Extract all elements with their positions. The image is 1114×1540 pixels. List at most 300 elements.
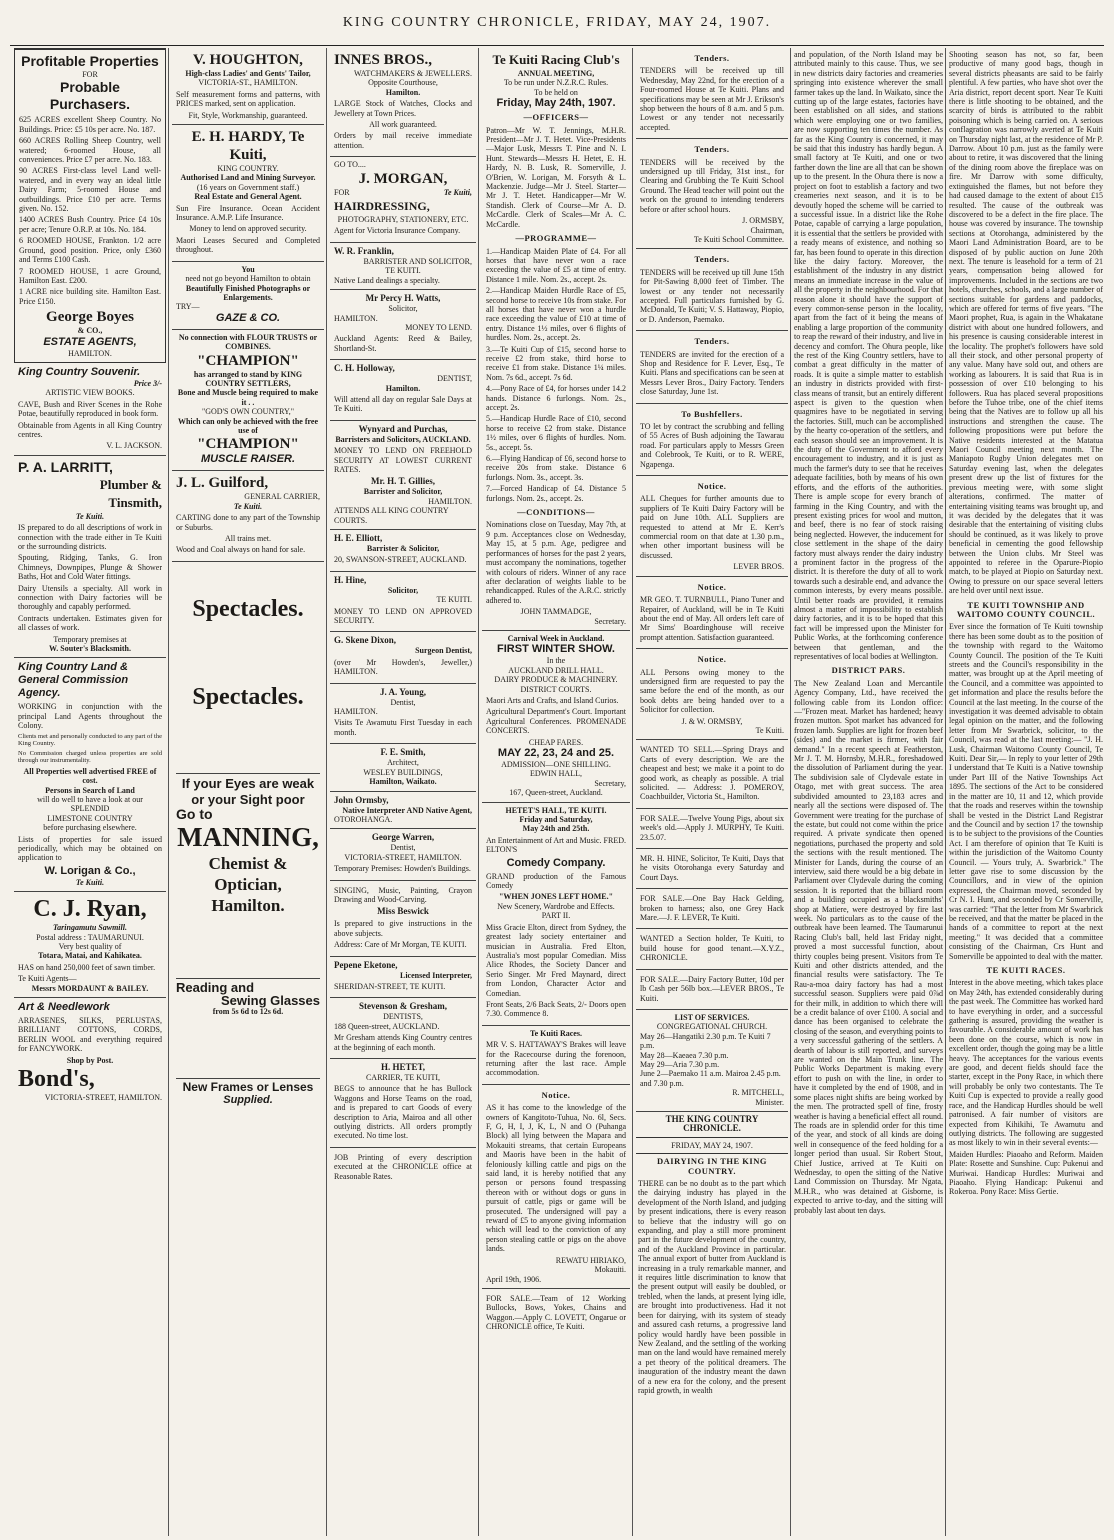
agent-name: W. Lorigan & Co., (44, 864, 136, 877)
ad-place: HAMILTON. (334, 707, 378, 717)
young-ad (330, 684, 476, 745)
ad-place: Te Kuiti. (75, 511, 105, 521)
agent-name: George Boyes (46, 309, 134, 326)
bushfellers-ad (636, 404, 788, 476)
ad-text: All trains met. (225, 534, 271, 543)
ad-price: Price 3/- (133, 378, 162, 388)
classified-ad (636, 970, 788, 1010)
property-listing: 660 ACRES Rolling Sheep Country, well watered; 6-roomed House, all conveniences. Price £7 per acre. No. 183. (19, 136, 161, 165)
ad-text: You (241, 264, 255, 274)
ad-subheading: Real Estate and General Agent. (194, 192, 302, 202)
section-heading: Tenders. (694, 254, 730, 265)
ad-heading: GAZE & CO. (215, 311, 281, 324)
property-listing: 625 ACRES excellent Sheep Country. No Buildings. Price: £5 10s per acre. No. 187. (19, 115, 161, 134)
column-7 (949, 48, 1103, 1538)
profitable-properties-ad (14, 48, 166, 363)
ad-text: Patron—Mr W. T. Jennings, M.H.R. President—Mr J. T. Hetet. Vice-Presidents—Major Lusk, Messrs T. Pine and N. I. Hunt. Stewards—Messrs H. Hetet, E. H. Hardy, N. B. Lusk, R. Somerville, J. O'Brien, W. Lorigan, M. Forsyth & L. Mackenzie. Judge—Mr J. Steel. Starter—Mr J. T. Hetet. Handicapper—Mr W. Standish. Clerk of Course—Mr A. D. McCardle. Clerk of Scales—Mr A. C. McCardle. (486, 125, 626, 229)
editorial-masthead (636, 1112, 788, 1138)
ad-text: Carnival Week in Auckland. (507, 633, 605, 643)
service-item: May 28—Kaeaea 7.30 p.m. (640, 1050, 729, 1060)
programme-item: 6.—Flying Handicap of £6, second horse to receive 20s from stake. Distance 6 furlongs. Nom. 3s., accept. 3s. (486, 454, 626, 482)
column-6 (794, 48, 943, 1538)
ad-signature: Te Kuiti School Committee. (693, 234, 784, 244)
ad-heading: Miss Beswick (377, 906, 429, 917)
ad-text: 20, SWANSON-STREET, AUCKLAND. (334, 555, 467, 565)
ad-place: Hamilton. (385, 87, 421, 97)
service-item: May 29—Aria 7.30 p.m. (640, 1059, 720, 1069)
ad-heading: Te Kuiti Races. (530, 1028, 582, 1038)
column-separator (168, 48, 169, 1536)
ad-text: LIMESTONE COUNTRY (47, 813, 133, 823)
ad-text: Contracts undertaken. Estimates given for all classes of work. (18, 613, 162, 633)
ad-text: Is prepared to give instructions in the above subjects. (334, 919, 472, 938)
section-heading: To Bushfellers. (681, 408, 743, 419)
ad-subheading: FOR (82, 70, 98, 79)
article-text: THERE can be no doubt as to the part which the dairying industry has played in the development of the North Island, and judging by present indications, there is every reason to believe that the industry will go on expanding, and play a still more prominent part in the future development of the country, and of the Auckland Province in particular. The annual export of butter from Auckland is increasing in a truly remarkable manner, and it requires little discrimination to know that the present output will easily be doubled, or trebled, when the lands, at present lying idle, are brought into productiveness. Had it not been for dairying, with its system of steady and assured cash returns, a progressive land policy would hardly have been possible in New Zealand, and the settling of the working man on the land would have remained merely a pet theory of the political dreamers. The inauguration of the industry meant the dawn of a new era for the colony, and the present rapid growth, in wealth (638, 1179, 786, 1395)
ad-heading: W. R. Franklin, (334, 245, 394, 256)
ad-subheading: Dentist, (390, 843, 416, 853)
section-heading: Notice. (697, 481, 727, 492)
ad-heading: F. E. Smith, (380, 747, 426, 758)
ad-text: All work guaranteed. (369, 120, 437, 130)
tender-3 (636, 249, 788, 331)
souvenir-ad (14, 363, 166, 456)
notice-2 (636, 577, 788, 649)
ad-place: TE KUITI. (436, 595, 472, 605)
ad-text: FOR (334, 187, 350, 197)
ad-text: Spouting, Ridging, Tanks, G. Iron Chimneys, Downpipes, Plunge & Shower Baths, Hot and Cold Water fittings. (18, 553, 162, 582)
ad-text: Obtainable from Agents in all King Country centres. (18, 420, 162, 439)
ad-text: MONEY TO LEND. (405, 322, 472, 332)
ad-text: WORKING in conjunction with the principal Land Agents throughout the Colony. (18, 702, 162, 731)
ad-subheading: Solicitor, (388, 304, 418, 314)
agent-title: ESTATE AGENTS, (43, 335, 137, 348)
watts-ad (330, 290, 476, 360)
ad-subheading: HAIRDRESSING, (334, 199, 430, 214)
ad-text: MONEY TO LEND ON FREEHOLD SECURITY AT LOWEST CURRENT RATES. (334, 446, 472, 474)
ad-text: Mr Gresham attends King Country centres at the beginning of each month. (334, 1033, 472, 1052)
ad-text: WANTED TO SELL.—Spring Drays and Carts of every description. We are the cheapest and best; we make it a point to do good work, as cheaply as possible. A trial solicited. — Address: J. POMEROY, Coachbuilder, Victoria St., Hamilton. (640, 745, 784, 802)
ad-subheading: Solicitor, (387, 585, 419, 595)
column-separator (632, 48, 633, 1536)
ad-heading: King Country Land & General Commission Agency. (18, 661, 129, 700)
smith-ad (330, 744, 476, 791)
ad-text: Money to lend on approved security. (189, 224, 307, 234)
ad-text: In the (546, 656, 566, 666)
ad-text: TO let by contract the scrubbing and felling of 55 Acres of Bush adjoining the Tawarau road. For particulars apply to Messrs Green and Colebrook, Te Kuiti, or to R. WERE, Ngapenga. (640, 422, 784, 469)
ad-text: Native Land dealings a specialty. (334, 275, 440, 285)
section-heading: LIST OF SERVICES. (674, 1012, 750, 1022)
ad-heading: "CHAMPION" (197, 352, 299, 369)
ad-text: IS prepared to do all descriptions of work in connection with the trade either in Te Kuiti or the surrounding districts. (18, 523, 162, 551)
ad-subheading: DENTISTS, (383, 1012, 423, 1022)
trespass-notice (482, 1085, 630, 1289)
ad-text: 167, Queen-street, Auckland. (509, 788, 603, 798)
warren-ad (330, 829, 476, 880)
article-text: Maiden Hurdles: Piaoaho and Reform. Maiden Plate: Rosette and Sunshine. Cup: Pukenui and Muriwai. Handicap Hurdles: Muriwai and Piaoaho. Flying Handicap: Pukenui and Rokeroa. Pony Race: Miss Gertie. (949, 1149, 1103, 1197)
ad-signature: Minister. (755, 1097, 784, 1107)
masthead-rule (10, 45, 1104, 46)
ad-text: Agent for Victoria Insurance Company. (334, 226, 461, 236)
services-list (636, 1010, 788, 1112)
winter-show-ad (482, 631, 630, 803)
article-text: Interest in the above meeting, which takes place on May 24th, has extended considerably during the past week. The Committee has worked hard to have everything in order, and a successful gathering is assured, providing the weather is favourable. A considerable amount of work has been done on the course, which is now in excellent order, though the going may be a little heavy. The acceptances for the various events are good, and decent fields should face the starter, except in the Pony Race, in which there will probably be only two contestants. The Te Kuiti Cup is expected to provide a really good race, and the Handicap Hurdles should be well patronised. A fair number of visitors are expected from Kihikihi, Te Awamutu and outlying districts. The following are suggested as most likely to win in their several events:— (949, 978, 1103, 1148)
ad-signature: R. MITCHELL, (732, 1088, 784, 1098)
service-item: June 2—Paemako 11 a.m. Mairoa 2.45 p.m. and 7.30 p.m. (640, 1069, 781, 1088)
ad-text: Beautifully Finished Photographs or Enlargements. (185, 283, 311, 302)
programme-item: 4.—Pony Race of £4, for horses under 14.2 hands. Distance 6 furlongs. Nom. 2s., accept. 2s. (486, 384, 626, 412)
ad-heading: MAY 22, 23, 24 and 25. (497, 747, 615, 759)
ad-text: SINGING, Music, Painting, Crayon Drawing and Wood-Carving. (334, 885, 472, 904)
ad-place: HAMILTON. (428, 496, 472, 506)
ad-subheading: Barrister & Solicitor, (366, 544, 440, 553)
ad-text: DISTRICT COURTS. (520, 684, 592, 694)
ad-signature: LEVER BROS. (733, 562, 784, 572)
ad-trade: Plumber & (99, 476, 162, 492)
ad-text: Nominations close on Tuesday, May 7th, at 9 p.m. Acceptances close on Wednesday, May 15, at 5 p.m. Age, pedigree and performances of horses for the past 2 years, must accompany the nominations, together with colours of riders. Winner of any race after declaration of weights liable to be rehandicapped. Rules of the A.R.C. strictly adhered to. (486, 520, 626, 605)
ad-text: New Frames or Lenses (182, 1080, 314, 1095)
ad-heading: Profitable Properties (21, 53, 159, 69)
wynyard-ad (330, 421, 476, 530)
tender-1 (636, 48, 788, 139)
shop-name: Bond's, (18, 1066, 95, 1093)
programme-item: 7.—Forced Handicap of £4. Distance 5 furlongs. Nom. 2s., accept. 2s. (486, 484, 626, 503)
ad-text: Temporary Premises: Howden's Buildings. (334, 864, 471, 874)
dixon-ad (330, 632, 476, 683)
ad-subheading: CONGREGATIONAL CHURCH. (656, 1022, 768, 1032)
section-heading: Tenders. (694, 53, 730, 63)
section-heading: Notice. (541, 1089, 571, 1100)
ad-text: TENDERS are invited for the erection of a Shop and Residence for F. Lever, Esq., Te Kuiti. Plans and specifications can be seen at Messrs Lever Bros., Dairy Factory. Tenders close Saturday, June 1st. (640, 349, 784, 397)
column-2 (172, 48, 324, 1538)
article-heading: TE KUITI RACES. (986, 965, 1066, 975)
ad-heading: Spectacles. (192, 683, 304, 710)
property-listing: 7 ROOMED HOUSE, 1 acre Ground, Hamilton East. £200. (19, 266, 161, 285)
ad-text: ARRASENES, SILKS, PERLUSTAS, BRILLIANT COTTONS, CORDS, BERLIN WOOL and everything required for FANCYWORK. (18, 1016, 162, 1054)
ad-text: To be held on (534, 87, 578, 97)
comedy-ad (482, 803, 630, 1026)
ad-subheading: MUSCLE RAISER. (200, 453, 296, 466)
ad-subheading: Licensed Interpreter, (400, 970, 472, 980)
ad-heading: Spectacles. (192, 595, 304, 622)
ad-text: CAVE, Bush and River Scenes in the Rohe Potae, beautifully reproduced in book form. (18, 399, 162, 419)
ad-place: HAMILTON. (334, 313, 378, 323)
larritt-ad (14, 456, 166, 659)
divider (176, 1078, 320, 1079)
ad-text: Maori Arts and Crafts, and Island Curios. (486, 695, 619, 705)
ad-text: (16 years on Government staff.) (196, 182, 300, 192)
property-listing: 1400 ACRES Bush Country. Price £4 10s per acre; Tenure O.R.P. at 10s. No. 184. (19, 215, 161, 234)
article-text: and population, of the North Island may be attributed mainly to this cause. Thus, we see in new districts dairy factories and creameries springing into existence wherever the small farmer takes up the land. In Waikato, since the cutting up of the large estates, factories have been established on all sides, and stations which were employing one or two families, are now supporting ten times the number. As far as the King Country is concerned, it may be said that this industry has hardly begun. A small factory at Te Kuiti, and one or two farther down the line are all that can be shown up to the present. In the Ohura there is now a project on foot to establish a factory and two creameries next season, and it is to be devoutly hoped the scheme will be carried to a successful issue. In a district like the Rohe Potae, capable of carrying a large population, it is essential that the settlers be provided with a ready means of existence, and nothing so far, has been found to operate in this direction like the dairy factory. Moreover, the establishment of the industry in any district means an immediate increase in the value of all the property in the neighbourhood. For that reason alone it should have the support of every common-sense person in the locality, apart from the fact of it being the means of enabling a large proportion of the community to reap the reward of their industry, and live in decency and comfort. The Ohura people, like the rest of the King Country settlers, have to combat a great difficulty in the matter of roads. It is quite a simple matter to establish an industry in districts provided with first-class means of transit, but an entirely different aspect is given to the question when quagmires have to be negotiated in serving the factories. Still, much can be accomplished by the hearty co-operation of the settlers, and each season should see an improvement. It is the duty of the Government to afford every encouragement to industry, and it is just as much the farmer's duty to see that he receives adequate facilities, both by means of his own efforts, and the efforts of the authorities. There is ample scope for every branch of farming in the King Country, and with the present existing prices for wool and mutton, and beef, there is no fear of stock raising being neglected. However, the inducement for close settlement in the shape of the dairy factory must always render the dairy industry a prominent factor in the progress of the district. It is therefore the duty of all to work towards such a desirable end, and advance the common interests, by every means possible. Until better roads are provided, it remains almost a matter of impossibility to establish dairy factories, and it is to be hoped that this fact will be impressed upon the Minister for Public Works, at the forthcoming conference between that gentleman, and the representatives of local bodies at Wellington. (794, 50, 943, 661)
article-heading: DAIRYING IN THE KING COUNTRY. (657, 1156, 767, 1176)
ad-subheading: Authorised Land and Mining Surveyor. (180, 173, 316, 183)
tender-4 (636, 331, 788, 403)
ad-heading: John Ormsby, (334, 794, 389, 805)
ad-trade: Tinsmith, (108, 494, 162, 510)
ad-text: All Properties well advertised FREE of cost. (23, 766, 157, 786)
shop-title: Chemist & Optician, Hamilton. (208, 853, 288, 915)
ad-subheading: Barristers and Solicitors, AUCKLAND. (335, 434, 471, 444)
ad-text: MR GEO. T. TURNBULL, Piano Tuner and Repairer, of Auckland, will be in Te Kuiti about the end of May. All orders left care of Mr Sims' Boardinghouse will receive prompt attention. Satisfaction guaranteed. (640, 595, 784, 642)
ad-text: TENDERS will be received by the undersigned up till Friday, 31st inst., for Clearing and Grubbing the Te Kuiti School Ground. The Head teacher will point out the work on the ground to intending tenderers before or after school hours. (640, 157, 784, 214)
paper-date: FRIDAY, MAY 24, 1907. (671, 1140, 753, 1150)
ad-text: Which can only be achieved with the free use of (177, 416, 319, 435)
property-listing: 90 ACRES First-class level Land well-watered, and in every way an ideal little Dairy Farm; 5-roomed House and outbuildings. Price £10 per acre. Terms given. No. 152. (19, 166, 161, 214)
section-heading: Notice. (697, 654, 727, 665)
divider (176, 978, 320, 979)
ad-text: Friday and Saturday, (519, 815, 593, 825)
ad-text: Dairy Utensils a specialty. All work in connection with Dairy factories will be thoroughly and capably performed. (18, 583, 162, 612)
column-1 (14, 48, 166, 1538)
ad-text: May 24th and 25th. (522, 824, 590, 834)
ad-text: Sun Fire Insurance. Ocean Accident Insurance. A.M.P. Life Insurance. (176, 203, 320, 223)
holloway-ad (330, 360, 476, 421)
ad-text: 188 Queen-street, AUCKLAND. (334, 1021, 440, 1031)
ad-text: Go to (176, 805, 213, 822)
masthead (10, 2, 1104, 46)
ad-text: has arranged to stand by KING COUNTRY SETTLERS, (193, 369, 303, 388)
column-3 (330, 48, 476, 1538)
classified-ad (636, 889, 788, 929)
ad-place: Te Kuiti, (443, 187, 472, 197)
ad-heading: Art & Needlework (18, 1001, 110, 1013)
hardy-ad (172, 125, 324, 262)
ad-subheading: DENTIST, (437, 374, 472, 384)
ad-heading: J. MORGAN, (358, 170, 448, 187)
ad-text: ATTENDS ALL KING COUNTRY COURTS. (334, 506, 449, 525)
classified-ad (636, 809, 788, 849)
ad-text: TENDERS will be received up till Wednesday, May 22nd, for the erection of a Four-roomed House at Te Kuiti. Plans and specifications may be seen at Mr J. Erikson's shop between the hours of 8 a.m. and 5 p.m. Lowest or any tender not necessarily accepted. (640, 66, 784, 132)
ad-text: Opposite Courthouse, (368, 78, 438, 88)
hetet-carrier-ad (330, 1059, 476, 1148)
ad-text: GRAND production of the Famous Comedy (486, 871, 626, 891)
article-heading: DISTRICT PARS. (831, 665, 906, 676)
ad-text: VICTORIA-STREET, HAMILTON. (344, 852, 462, 862)
races-brakes-ad (482, 1026, 630, 1085)
programme-item: 2.—Handicap Maiden Hurdle Race of £5, second horse to receive 10s from stake. For all horses that have never won a hurdle race exceeding the value of £10 at time of entry. Distance 1½ miles, over 6 flights of hurdles. Nom. 2s., accept. 2s. (486, 286, 626, 343)
ad-text: FOR SALE.—One Bay Hack Gelding, broken to harness; also, one Grey Hack Mare.—J. F. LEVER, Te Kuiti. (640, 894, 784, 923)
ad-place: Hamilton, Waikato. (369, 777, 437, 787)
ad-place: Hamilton. (385, 383, 421, 393)
ad-text: No connection with FLOUR TRUSTS or COMBINES. (178, 332, 318, 352)
ad-text: SHERIDAN-STREET, TE KUITI. (334, 981, 446, 991)
article-text: Shooting season has not, so far, been productive of many good bags, though in several districts pheasants are said to be fairly plentiful. A few parties, who have shot over the Aria district, report decent sport. Near Te Kuiti there is little shooting to be obtained, and the scarcity of birds is attributed to the rabbit poisoning which is being carried on. A serious conflagration was narrowly averted at Te Kuiti on Thursday night last, at the residence of Mr P. Darrow. About 10 p.m. just as the family were about to retire, it was discovered that the lining of the dining room above the fireplace was on fire. Mr Darrow with some difficulty, extinguished the flames, but not before they had caused damage to the extent of about £15 resulted. The cause of the outbreak was discovered to be a defect in the fire place. The house was covered by insurance. The township sections at Otorohanga, administered by the Maori Land Administration Board, are to be disposed of by public auction on June 20th next. The tenure is leasehold for a term of 21 years, compensation being allowed for improvements. Included in the sections are two hotels, churches, schools, and a large number of sections suitable for gardens and paddocks, which are offered for terms of five years. "The Maori prophet, Rua, is again in the Whakatane district with about one hundred followers, and his presence is causing considerable interest in the locality. The prophet's followers have sold all their stock, and other personal property of any value. Many have sold out, and others are working as labourers. It is said that Rua is in possession of over £10 belonging to his followers. Rua has placed several propositions before the Tuhoe tribe, one of the chief items being that the Natives are to follow up all his instructions and strengthen the cause. The following propositions were put before the Native residents interested at the Matatua Maori Council meeting next month. The Maniapoto Rugby Union delegates met on Saturday evening last, when the delegates present drew up the list of fixtures for the previous meeting were, with some slight alterations, confirmed. The matter of entertaining visiting teams was brought up, and it was decided by the delegates that it was desirable that the entertaining of visiting clubs should be continued, as it was likely to prove beneficial in cementing the good fellowship between the Union clubs. Mr Steel was appointed to referee in the Oparure-Piopio match, to be played at Piopio on Saturday next. Owing to pressure on our space several letters are held over until next issue. (949, 50, 1103, 596)
ad-text: "GOD'S OWN COUNTRY," (201, 407, 295, 417)
classified-ad (636, 740, 788, 808)
programme-item: 5.—Handicap Hurdle Race of £10, second horse to receive £2 from stake. Distance 1½ miles, over 6 flights of hurdles. Nom. 5s., accept. 5s. (486, 414, 626, 452)
hine-ad (330, 572, 476, 633)
ad-text: Address: Care of Mr Morgan, TE KUITI. (334, 940, 467, 950)
ad-heading: Pepene Eketone, (334, 959, 398, 970)
paper-title: THE KING COUNTRY CHRONICLE. (665, 1113, 759, 1134)
innes-ad (330, 48, 476, 157)
gaze-ad (172, 262, 324, 330)
land-agency-ad (14, 658, 166, 892)
ad-subheading: ANNUAL MEETING, (517, 69, 595, 78)
ad-signature: Secretary. (594, 616, 626, 626)
ad-place: KING COUNTRY. (217, 164, 279, 174)
houghton-ad (172, 48, 324, 125)
shop-name: MANNING, (177, 821, 319, 852)
ad-text: FOR SALE.—Team of 12 Working Bullocks, Bows, Yokes, Chains and Waggon.—Apply C. LOVETT, Ongarue or CHRONICLE office, Te Kuiti. (486, 1293, 626, 1332)
ad-text: will do well to have a look at our (37, 794, 143, 804)
ad-text: VICTORIA-ST., HAMILTON. (198, 78, 298, 88)
ad-subheading: GENERAL CARRIER, (244, 492, 320, 502)
ad-heading: V. HOUGHTON, (193, 52, 303, 68)
ad-text: PART II. (541, 911, 571, 921)
ad-heading: H. E. Elliott, (334, 533, 383, 543)
ad-signature: Chairman, (750, 225, 784, 235)
ad-text: HETET'S HALL, TE KUITI. (505, 805, 607, 815)
ad-text: Wood and Coal always on hand for sale. (176, 545, 306, 555)
ad-text: ALL Persons owing money to the undersigned firm are requested to pay the same before the end of the month, as our book debts are being handed over to a Solicitor for collection. (640, 667, 784, 715)
classified-ad (636, 849, 788, 889)
ad-text: W. Souter's Blacksmith. (49, 644, 131, 654)
ad-subheading: Barrister and Solicitor, (363, 487, 443, 497)
ad-text: Will attend all day on regular Sale Days at Te Kuiti. (334, 394, 472, 414)
ad-signature: J. ORMSBY, (742, 216, 784, 226)
bonds-ad (14, 998, 166, 1106)
ad-text: FOR SALE.—Dairy Factory Butter, 10d per lb Cash per 56lb box.—LEVER BROS., Te Kuiti. (640, 974, 784, 1003)
ad-text: Temporary premises at (53, 634, 127, 644)
ad-place: Te Kuiti. (233, 501, 263, 511)
classified-ad (636, 929, 788, 969)
guilford-ad (172, 471, 324, 561)
ad-heading: J. A. Young, (380, 686, 426, 697)
ad-text: need not go beyond Hamilton to obtain (185, 274, 311, 284)
ad-text: Sewing Glasses (221, 992, 320, 1008)
ad-heading: E. H. HARDY, Te Kuiti, (191, 129, 305, 164)
ad-heading: Mr Percy H. Watts, (365, 293, 441, 304)
ad-heading: J. L. Guilford, (176, 475, 269, 492)
ad-text: (over Mr Howden's, Jeweller,) HAMILTON. (334, 657, 472, 677)
ad-text: Miss Gracie Elton, direct from Sydney, the greatest lady society entertainer and musician in Australia. Fred Elton, Australia's most popular Comedian. Miss Alice Rhodes, the Society Dancer and Serio Singer. Mr Fred Maynard, direct from London, Character Actor and Comedian. (486, 922, 626, 998)
ad-text: Totara, Matai, and Kahikatea. (38, 951, 142, 961)
agent-co: & CO., (77, 326, 103, 336)
bullocks-sale-ad (482, 1289, 630, 1338)
ad-signature: Mokauiti. (594, 1265, 626, 1275)
ad-text: WESLEY BUILDINGS, (363, 767, 443, 777)
article-text: The New Zealand Loan and Mercantile Agency Company, Ltd., have received the following cable from its London office:—"Frozen meat. Market has hardened; heavy frozen mutton. Spot market has advanced for frozen lamb. Supplies are light for frozen beef (sides) and the market is firmer, with fair demand." In a recent speech at Featherston, Mr J. T. M. Hornsby, M.H.R., foreshadowed the dissolution of Parliament during the year. The subdivision sale of Clydevale estate in Otago, met with great success. The area subdivided amounted to 23,183 acres and nearly all the sections were disposed of. The Government were treating for the purchase of the estate, but could not come within the price required. A private syndicate then opened negotiations, purchased the property and sold the sections with the result mentioned. The Minister for Lands, during the course of an interview, said there would be a big debate in Parliament over Clydevale during the coming session. It is reported that the billiard room and a building occupied as a blacksmiths' shop at Matiere, were destroyed by fire last week. No particulars as to the cause of the outbreak have been learned. The Taumarunui Racing Club's ball, held last Friday night, proved a most successful function, about thirty couples being present. Visitors from Te Kuiti and other districts attended, and the financial results were satisfactory. The Te Rau-a-moa dairy factory has had a most successful season. Suppliers were paid 0⅞d for their milk, in addition to which there will be a credit balance of over £100. A social and dance has been organised to celebrate the closing of the season, and everything points to a very successful gathering of the settlers. A dearth of labour is still reported, and surveys are wanted on the Main Trunk line. The Public Works Department is making every effort to push on with the line, in order to have it completed by the end of 1908, and in some places night shifts are being worked by the men. The protracted spell of fine, frosty weather is having a beneficial effect all round. The roads are in splendid order for this time of the year, and stock of all kinds are doing well in consequence of the feed holding for a longer period than usual. Sir Robert Stout, Chief Justice, arrived at Te Kuiti on Wednesday, to open the sitting of the Native Land Commission on Thursday. Mr Ngata, M.H.R., who was detained at Gisborne, is expected to arrive to-day, and the sitting will probably last about ten days. (794, 678, 943, 1215)
property-listing: 6 ROOMED HOUSE, Frankton. 1/2 acre Ground, good position. Price, only £360 and Terms £100 Cash. (19, 236, 161, 265)
tender-2 (636, 139, 788, 249)
ad-heading: H. Hine, (334, 574, 367, 585)
column-separator (478, 48, 479, 1536)
section-heading: —OFFICERS— (523, 112, 589, 123)
ad-heading: Wynyard and Purchas, (358, 423, 448, 434)
ad-text: Orders by mail receive immediate attention. (334, 131, 472, 150)
ad-row (334, 188, 472, 197)
ad-place: OTOROHANGA. (334, 814, 393, 824)
ad-subheading: Native Interpreter AND Native Agent, (342, 805, 472, 815)
ad-text: Agricultural Department's Court. Important Agricultural Conferences. PROMENADE CONCERTS. (486, 707, 626, 736)
ad-heading: Comedy Company. (506, 856, 606, 869)
property-listing: 1 ACRE nice building site. Hamilton East. Price £150. (19, 287, 161, 306)
ad-text: If your Eyes are weak or your Sight poor (181, 775, 315, 807)
ad-text: BEGS to announce that he has Bullock Waggons and Horse Teams on the road, and is prepared to cart Goods of every description to Aria, Mairoa and all other outlying districts. All orders promptly executed. No time lost. (334, 1084, 472, 1141)
ad-text: Persons in Search of Land (45, 785, 135, 795)
ad-text: before purchasing elsewhere. (43, 823, 137, 833)
section-heading: —CONDITIONS— (517, 507, 595, 518)
ad-text: An Entertainment of Art and Music. FRED. ELTON'S (486, 835, 626, 855)
morgan-ad (330, 157, 476, 243)
ad-text: Supplied. (223, 1094, 273, 1107)
franklin-ad (330, 243, 476, 290)
section-heading: Notice. (697, 581, 727, 592)
ad-text: Auckland Agents: Reed & Bailey, Shortland-St. (334, 334, 472, 353)
ad-subheading: CARRIER, TE KUITI, (365, 1073, 441, 1082)
ad-text: Bone and Muscle being required to make it . . (177, 388, 319, 407)
ad-text: Reading and (176, 979, 255, 995)
ad-text: Postal address : TAUMARUNUI. (36, 932, 144, 942)
ryan-ad (14, 892, 166, 998)
ad-text: CHEAP FARES. (528, 737, 584, 747)
section-heading: —PROGRAMME— (515, 233, 597, 244)
ad-subheading: BARRISTER AND SOLICITOR, (363, 256, 472, 266)
notice-3 (636, 649, 788, 740)
ad-subheading: Surgeon Dentist, (415, 646, 472, 656)
ad-heading: C. J. Ryan, (33, 896, 147, 923)
article-heading: TE KUITI TOWNSHIP AND WAITOMO COUNTY COUNCIL. (956, 599, 1096, 619)
ad-heading: FIRST WINTER SHOW. (497, 643, 615, 656)
ad-text: Visits Te Awamutu First Tuesday in each month. (334, 718, 472, 737)
ad-heading: G. Skene Dixon, (334, 635, 397, 646)
ormsby-ad (330, 792, 476, 830)
service-item: May 26—Hangatiki 2.30 p.m. Te Kuiti 7 p.m. (640, 1031, 771, 1051)
programme-item: 3.—Te Kuiti Cup of £15, second horse to receive £2 from stake, third horse to receive £1 from stake. Distance 1¼ miles. Nom. 7s 6d., accept. 7s 6d. (486, 344, 626, 382)
ad-text: Shop by Post. (66, 1055, 114, 1065)
ad-signature: Te Kuiti. (755, 725, 784, 735)
ad-signature: EDWIN HALL, (530, 769, 582, 779)
column-separator (790, 48, 791, 1536)
job-printing-ad (330, 1148, 476, 1187)
manning-ad (172, 562, 324, 1111)
masthead-title: KING COUNTRY CHRONICLE, FRIDAY, MAY 24, 1907. (342, 15, 772, 30)
ad-text: Very best quality of (58, 941, 122, 951)
ad-heading: Probable Purchasers. (49, 79, 131, 113)
column-5 (636, 48, 788, 1538)
ad-text: JOB Printing of every description executed at the CHRONICLE office at Reasonable Rates. (334, 1152, 472, 1181)
stevenson-ad (330, 998, 476, 1059)
ad-text: GO TO.... (334, 160, 366, 170)
ad-text: Te Kuiti Agents— (18, 974, 77, 984)
ad-heading: H. HETET, (380, 1062, 426, 1072)
ad-heading: Te Kuiti Racing Club's (492, 52, 620, 67)
ad-place: TE KUITI. (385, 266, 421, 276)
ad-text: MR V. S. HATTAWAY'S Brakes will leave for the Racecourse during the forenoon, returning after the last race. Ample accommodation. (486, 1040, 626, 1078)
ad-signature: Secretary, (594, 778, 626, 788)
ad-text: Lists of properties for sale issued periodically, which may be obtained on application to (18, 834, 162, 863)
ad-heading: Stevenson & Gresham, (358, 1001, 448, 1012)
ad-text: Fit, Style, Workmanship, guaranteed. (188, 110, 308, 120)
ad-text: AS it has come to the knowledge of the owners of Kangitoto-Tuhua, No. 6l, Secs. F, G, H, I, J, K, L, N and O (Puhanga Block) all lying between the Mapara and Mokauiti streams, that certain Europeans and Maoris have been in the habit of feloniously killing cattle and pigs on the said land, it is hereby notified that any person or persons found trespassing thereon with or without dogs or guns in pursuit of cattle, pigs or game will be prosecuted. The undersigned will pay a reward of £5 to anyone giving information which will lead to the conviction of any person stealing cattle or pigs on the above lands. (486, 1103, 626, 1254)
racing-club-ad (482, 48, 630, 631)
ad-text: SPLENDID (70, 804, 110, 814)
ad-text: Maori Leases Secured and Completed throughout. (176, 235, 320, 255)
ad-text: "WHEN JONES LEFT HOME." (498, 892, 614, 902)
ad-text: April 19th, 1906. (486, 1274, 542, 1284)
ad-subheading: WATCHMAKERS & JEWELLERS. (354, 69, 472, 78)
ad-text: CARTING done to any part of the Township or Suburbs. (176, 513, 320, 532)
shop-address: VICTORIA-STREET, HAMILTON. (44, 1093, 162, 1103)
elliott-ad (330, 530, 476, 572)
column-separator (945, 48, 946, 1536)
section-heading: Tenders. (694, 336, 730, 347)
ad-text: DAIRY PRODUCE & MACHINERY. (494, 675, 618, 685)
ad-text: TENDERS will be received up till June 15th for Pit-Sawing 8,000 feet of Timber. The lowest or any tender not necessarily accepted. Full particulars furnished by G. McDonald, Te Kuiti; V. S. Hattaway, Piopio, or D. Anderson, Paemako. (640, 267, 784, 324)
ad-text: FOR SALE.—Twelve Young Pigs, about six week's old.—Apply J. MURPHY, Te Kuiti. 23.5.07. (640, 813, 784, 842)
ad-signature: V. L. JACKSON. (106, 441, 162, 451)
